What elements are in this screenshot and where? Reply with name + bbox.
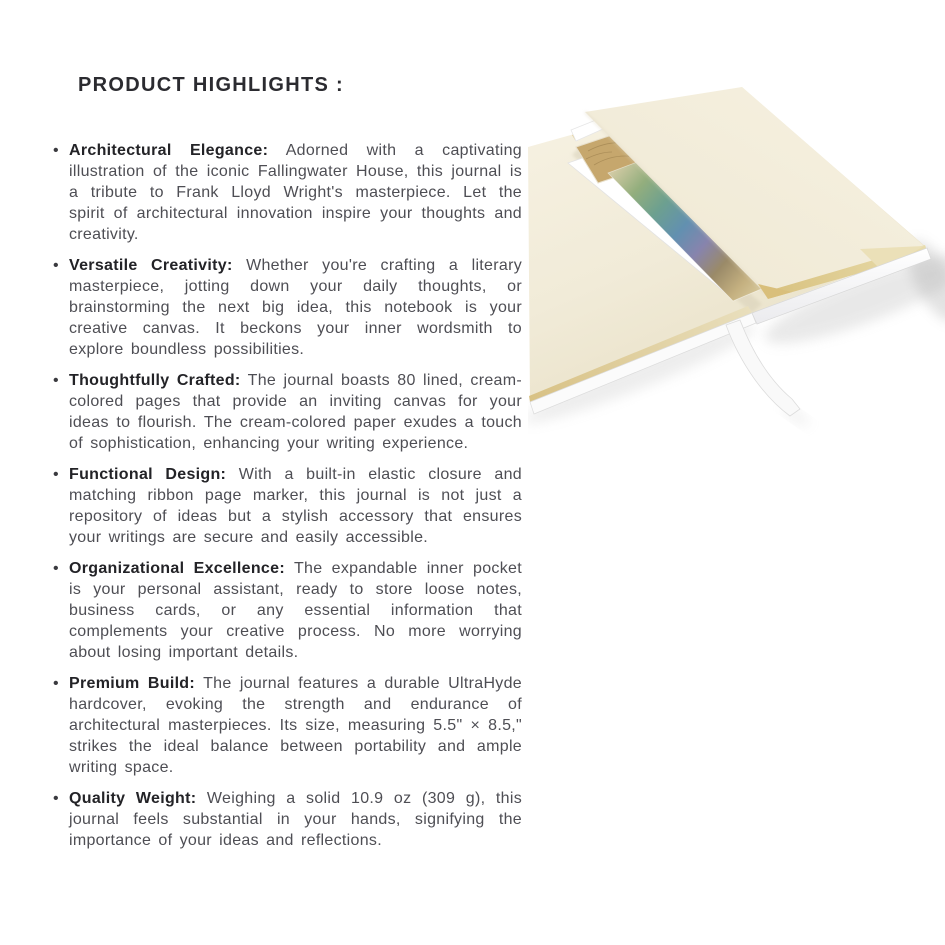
highlight-text: Whether you're crafting a literary masterpiece, jotting down your daily thoughts, or brainstorming the next big idea, this notebook is your creative canvas. It beckons your inner wordsmith to explore boundless possibilities. — [69, 257, 522, 358]
journal-photo — [528, 85, 945, 500]
highlight-title: Quality Weight: — [69, 790, 197, 807]
highlight-text: The journal features a durable UltraHyde hardcover, evoking the strength and endurance of architectural masterpieces. Its size, measuring 5.5" × 8.5," strikes the ideal balance between portability and ample writing space. — [69, 675, 522, 776]
highlight-text: The journal boasts 80 lined, cream-colored pages that provide an inviting canvas for your ideas to flourish. The cream-colored paper exudes a touch of sophistication, enhancing your writing experience. — [69, 372, 522, 452]
bullet-icon: • — [53, 142, 59, 159]
bullet-icon: • — [53, 560, 59, 577]
list-item — [52, 140, 522, 245]
highlights-list — [52, 140, 522, 861]
highlight-title: Architectural Elegance: — [69, 142, 269, 159]
bullet-icon: • — [53, 257, 59, 274]
highlight-text: Weighing a solid 10.9 oz (309 g), this journal feels substantial in your hands, signifying the importance of your ideas and reflections. — [69, 790, 522, 849]
highlight-title: Versatile Creativity: — [69, 257, 233, 274]
list-item — [52, 673, 522, 778]
highlight-title: Thoughtfully Crafted: — [69, 372, 241, 389]
highlight-text: Adorned with a captivating illustration of the iconic Fallingwater House, this journal is a tribute to Frank Lloyd Wright's masterpiece. Let the spirit of architectural innovation inspire your thoughts and creativity. — [69, 142, 522, 243]
list-item — [52, 464, 522, 548]
highlight-title: Organizational Excellence: — [69, 560, 285, 577]
list-item — [52, 558, 522, 663]
highlight-text: The expandable inner pocket is your personal assistant, ready to store loose notes, business cards, or any essential information that complements your creative process. No more worrying about losing important details. — [69, 560, 522, 661]
bullet-icon: • — [53, 372, 59, 389]
page-title: PRODUCT HIGHLIGHTS : — [78, 74, 344, 96]
highlight-title: Premium Build: — [69, 675, 196, 692]
list-item — [52, 788, 522, 851]
bullet-icon: • — [53, 790, 59, 807]
bullet-icon: • — [53, 466, 59, 483]
journal-photo-illustration — [528, 85, 945, 500]
bullet-icon: • — [53, 675, 59, 692]
list-item — [52, 370, 522, 454]
highlight-title: Functional Design: — [69, 466, 227, 483]
highlight-text: With a built-in elastic closure and matching ribbon page marker, this journal is not just a repository of ideas but a stylish accessory that ensures your writings are secure and easily accessible. — [69, 466, 522, 546]
list-item — [52, 255, 522, 360]
